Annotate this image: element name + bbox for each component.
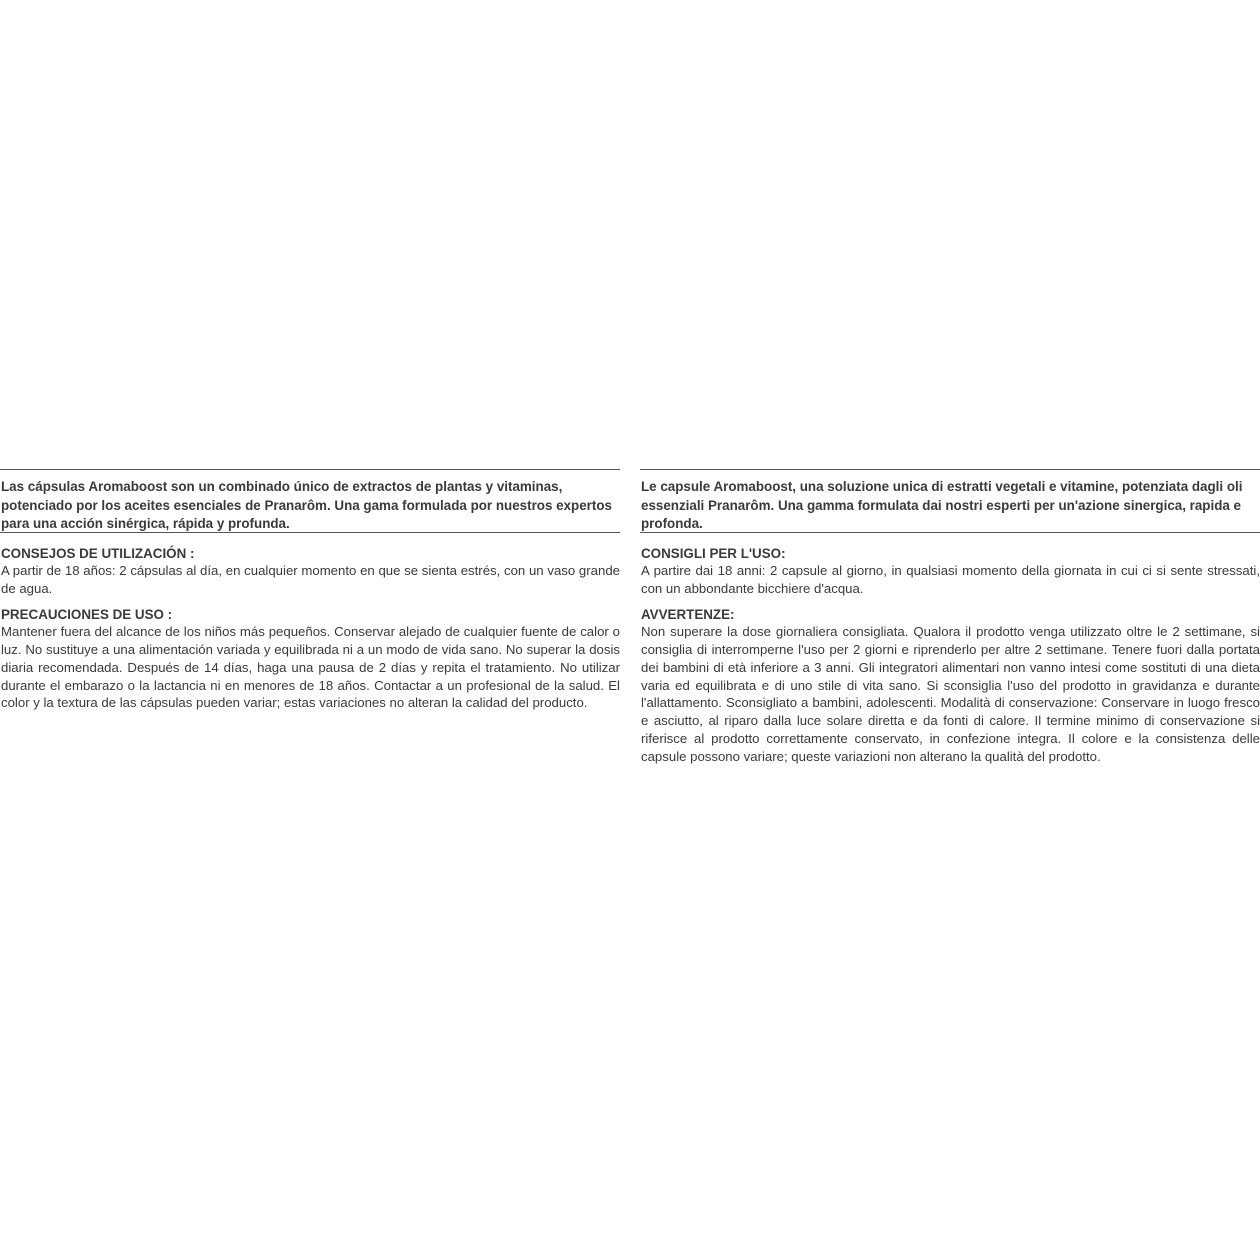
warnings-text: Mantener fuera del alcance de los niños más pequeños. Conservar alejado de cualquier fuente de calor o luz. No sustituye a una alimentación variada y equilibrada ni a un modo de vida sano. No superar la dosis diaria recomendada. Después de 14 días, haga una pausa de 2 días y repita el tratamiento. No utilizar durante el embarazo o la lactancia ni en menores de 18 años. Contactar a un profesional de la salud. El color y la textura de las cápsulas pueden variar; estas variaciones no alteran la calidad del producto. (1, 624, 620, 711)
intro-text: Le capsule Aromaboost, una soluzione unica di estratti vegetali e vitamine, potenziata dagli oli essenziali Pranarôm. Una gamma formulata dai nostri esperti per un'azione sinergica, rapida e profonda. (641, 479, 1243, 532)
warnings-section (0, 607, 620, 712)
italian-column (640, 469, 1260, 766)
warnings-heading: AVVERTENZE: (641, 607, 735, 623)
intro-divider (640, 532, 1260, 533)
usage-heading: CONSIGLI PER L'USO: (641, 546, 786, 561)
usage-text: A partir de 18 años: 2 cápsulas al día, en cualquier momento en que se sienta estrés, con un vaso grande de agua. (1, 563, 620, 596)
usage-section (0, 546, 620, 597)
warnings-text: Non superare la dose giornaliera consigliata. Qualora il prodotto venga utilizzato oltre le 2 settimane, si consiglia di interromperne l'uso per 2 giorni e riprenderlo per altre 2 settimane. Tenere fuori dalla portata dei bambini di età inferiore a 3 anni. Gli integratori alimentari non vanno intesi come sostituti di una dieta varia ed equilibrata e di uno stile di vita sano. Si sconsiglia l'uso del prodotto in gravidanza e durante l'allattamento. Sconsigliato a bambini, adolescenti. Modalità di conservazione: Conservare in luogo fresco e asciutto, al riparo dalla luce solare diretta e da fonti di calore. Il termine minimo di conservazione si riferisce al prodotto correttamente conservato, in confezione integra. Il colore e la consistenza delle capsule possono variare; queste variazioni non alterano la qualità del prodotto. (641, 624, 1260, 764)
warnings-section (640, 607, 1260, 765)
intro-text: Las cápsulas Aromaboost son un combinado único de extractos de plantas y vitaminas, potenciado por los aceites esenciales de Pranarôm. Una gama formulada por nuestros expertos para una acción sinérgica, rápida y profunda. (1, 479, 612, 532)
spanish-column (0, 469, 620, 712)
usage-heading: CONSEJOS DE UTILIZACIÓN : (1, 546, 195, 561)
usage-section (640, 546, 1260, 597)
usage-text: A partire dai 18 anni: 2 capsule al giorno, in qualsiasi momento della giornata in cui ci si sente stressati, con un abbondante bicchiere d'acqua. (641, 563, 1260, 596)
warnings-heading: PRECAUCIONES DE USO : (1, 607, 173, 623)
